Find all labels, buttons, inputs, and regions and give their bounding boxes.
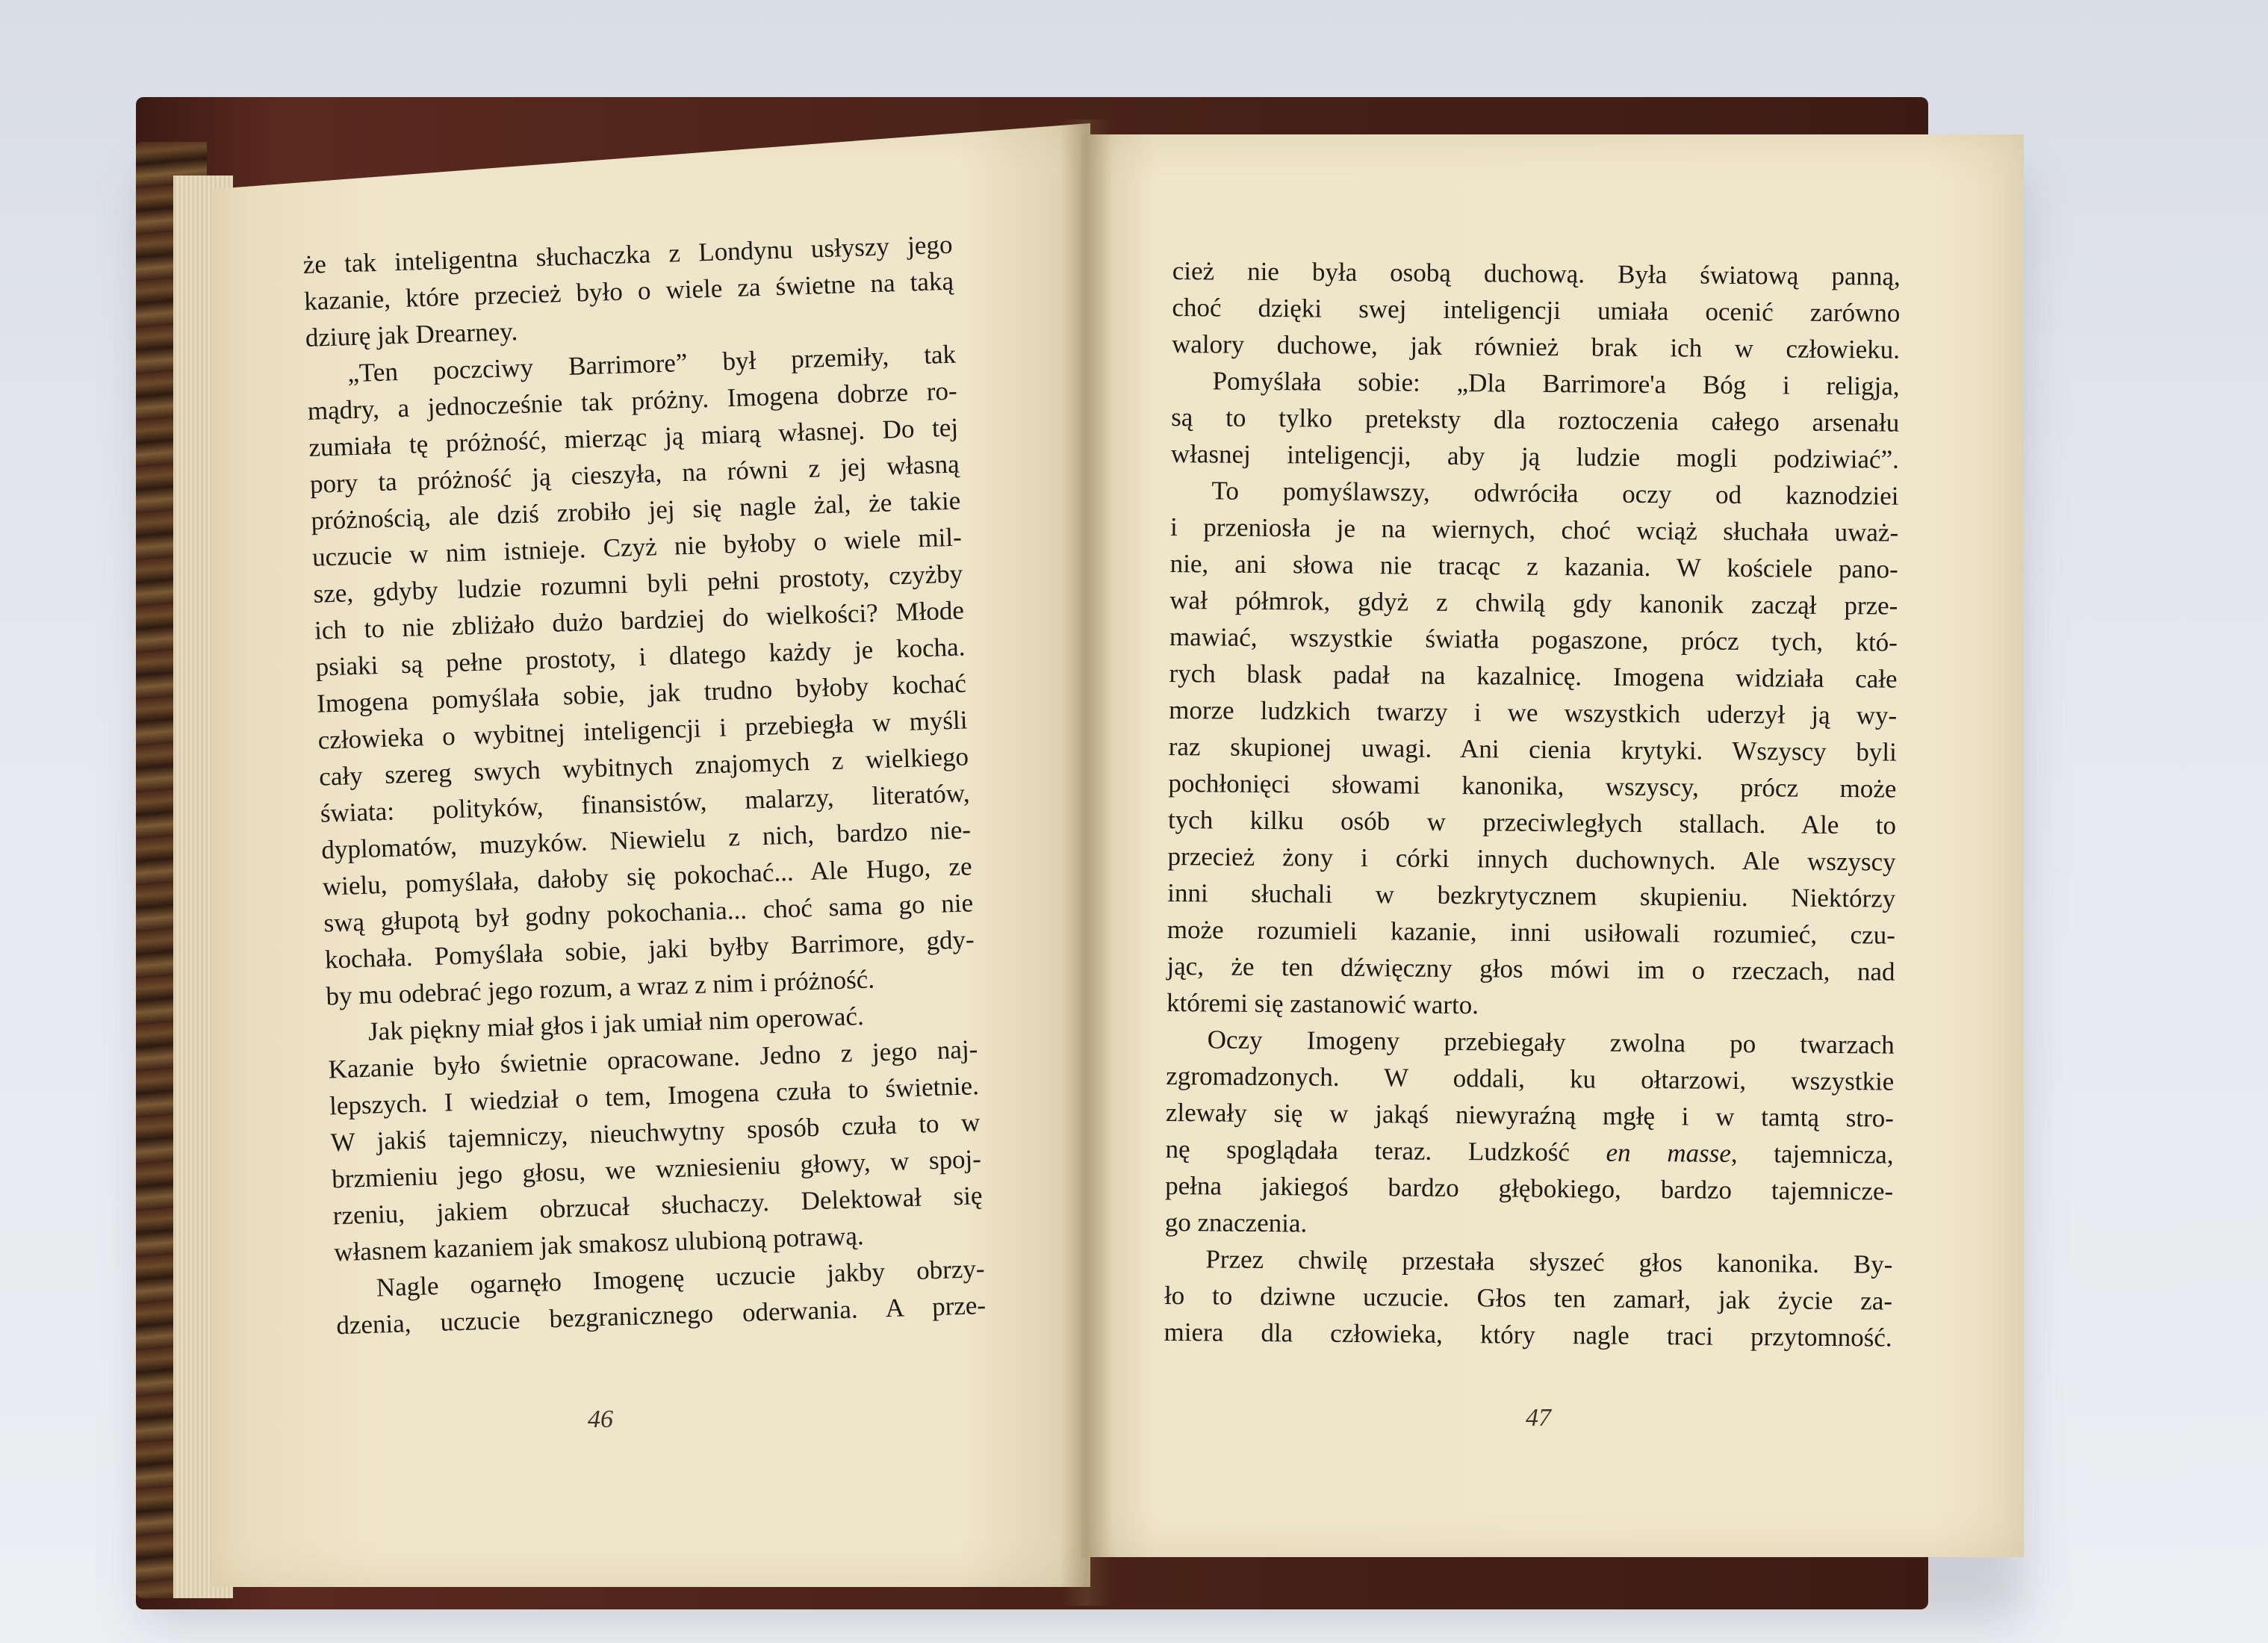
text-line: morze ludzkich twarzy i we wszystkich uderzył ją wy- (1169, 695, 1898, 730)
text-line: może rozumieli kazanie, inni usiłowali rozumieć, czu- (1166, 914, 1896, 950)
text-line: dziurę jak Drearney. (305, 317, 518, 352)
text-line: własnem kazaniem jak smakosz ulubioną potrawą. (333, 1221, 865, 1267)
text-line: raz skupionej uwagi. Ani cienia krytyki. Wszyscy byli (1168, 731, 1897, 767)
text-line: by mu odebrać jego rozum, a wraz z nim i próżność. (325, 964, 875, 1011)
text-line: rzeniu, jakiem obrzucał słuchaczy. Delektował się (332, 1181, 983, 1231)
text-line: rych blask padał na kazalnicę. Imogena widziała całe (1169, 658, 1898, 694)
text-line: są to tylko preteksty dla roztoczenia całego arsenału (1171, 402, 1900, 438)
text-line: Oczy Imogeny przebiegały zwolna po twarzach (1207, 1025, 1895, 1060)
text-line: cały szereg swych wybitnych znajomych z wielkiego (318, 742, 969, 792)
text-line: Imogena pomyślała sobie, jak trudno byłoby kochać (316, 668, 967, 718)
text-line: jąc, że ten dźwięczny głos mówi im o rzeczach, nad (1166, 951, 1895, 987)
text-line: mawiać, wszystkie światła pogaszone, prócz tych, któ- (1169, 621, 1898, 657)
text-line: ło to dziwne uczucie. Głos ten zamarł, jak życie za- (1163, 1280, 1893, 1316)
text-line: choć dzięki swej inteligencji umiała ocenić zarówno (1172, 292, 1901, 328)
text-line: go znaczenia. (1164, 1207, 1308, 1238)
text-line: Kazanie było świetnie opracowane. Jedno z jego naj- (328, 1034, 978, 1084)
text-line: Jak piękny miał głos i jak umiał nim operować. (367, 1001, 865, 1046)
text-line: brzmieniu jego głosu, we wzniesieniu głowy, w spoj- (331, 1144, 982, 1194)
text-line: sze, gdyby ludzie rozumni byli pełni prostoty, czyżby (313, 559, 963, 609)
right-page-text (1163, 252, 1901, 1356)
text-line: „Ten poczciwy Barrimore” był przemiły, tak (347, 339, 957, 388)
text-line: To pomyślawszy, odwróciła oczy od kaznodziei (1211, 476, 1899, 511)
text-line: i przeniosła je na wiernych, choć wciąż słuchała uważ- (1169, 512, 1899, 547)
text-line: uczucie w nim istnieje. Czyż nie byłoby o wiele mil- (311, 522, 963, 572)
left-page-text (302, 226, 987, 1344)
text-line: dzenia, uczucie bezgranicznego oderwania. A prze- (335, 1290, 987, 1341)
text-line: lepszych. I wiedział o tem, Imogena czuła to świetnie. (329, 1071, 980, 1121)
text-segment: , tajemnicza, (1730, 1138, 1894, 1170)
text-line: nie, ani słowa nie tracąc z kazania. W kościele pano- (1169, 548, 1898, 584)
book-gutter (1060, 119, 1113, 1606)
text-line: inni słuchali w bezkrytycznem skupieniu. Niektórzy (1167, 878, 1896, 913)
text-line: Przez chwilę przestała słyszeć głos kanonika. By- (1205, 1244, 1893, 1279)
text-line: próżnością, ale dziś zrobiło jej się nagle żal, że takie (310, 485, 961, 535)
text-line: wał półmrok, gdyż z chwilą gdy kanonik zaczął prze- (1169, 585, 1898, 621)
text-segment: nę spoglądała teraz. Ludzkość (1165, 1134, 1570, 1167)
text-line: pełna jakiegoś bardzo głębokiego, bardzo tajemnicze- (1165, 1170, 1894, 1206)
page-number-left: 46 (588, 1406, 613, 1433)
text-line-mixed (1165, 1131, 1893, 1173)
page-number-right: 47 (1526, 1404, 1551, 1432)
text-line: psiaki są pełne prostoty, i dlatego każdy je kocha. (315, 632, 966, 682)
text-line: któremi się zastanowić warto. (1166, 987, 1479, 1020)
text-line: człowieka o wybitnej inteligencji i przebiegła w myśli (317, 705, 968, 755)
text-line: Pomyślała sobie: „Dla Barrimore'a Bóg i religja, (1212, 366, 1900, 401)
text-line: Nagle ogarnęło Imogenę uczucie jakby obrzy- (376, 1253, 986, 1302)
italic-phrase: en masse (1606, 1137, 1731, 1168)
text-line: mądry, a jednocześnie tak próżny. Imogena dobrze ro- (307, 376, 958, 426)
text-line: W jakiś tajemniczy, nieuchwytny sposób czuła to w (330, 1108, 981, 1158)
text-line: dyplomatów, muzyków. Niewielu z nich, bardzo nie- (320, 815, 972, 865)
text-line: ich to nie zbliżało dużo bardziej do wielkości? Młode (314, 595, 965, 645)
text-line: kazanie, które przecież było o wiele za świetne na taką (303, 266, 954, 316)
text-line: przecież żony i córki innych duchownych. Ale wszyscy (1167, 841, 1896, 877)
text-line: własnej inteligencji, aby ją ludzie mogli podziwiać”. (1170, 438, 1900, 474)
text-line: świata: polityków, finansistów, malarzy, literatów, (320, 778, 971, 828)
text-line: tych kilku osób w przeciwległych stallach. Ale to (1167, 804, 1897, 840)
text-line: zgromadzonych. W oddali, ku ołtarzowi, wszystkie (1166, 1060, 1895, 1096)
text-line: miera dla człowieka, który nagle traci przytomność. (1163, 1317, 1892, 1352)
text-line: że tak inteligentna słuchaczka z Londynu usłyszy jego (302, 229, 953, 279)
text-line: pochłonięci słowami kanonika, wszyscy, prócz może (1168, 768, 1897, 804)
text-line: wielu, pomyślała, dałoby się pokochać... Ale Hugo, ze (322, 851, 973, 901)
text-line: zlewały się w jakąś niewyraźną mgłę i w tamtą stro- (1165, 1097, 1895, 1133)
text-line: walory duchowe, jak również brak ich w człowieku. (1171, 329, 1901, 364)
text-line: kochała. Pomyślała sobie, jaki byłby Barrimore, gdy- (324, 925, 975, 975)
text-line: cież nie była osobą duchową. Była światową panną, (1172, 255, 1901, 291)
text-line: zumiała tę próżność, mierząc ją miarą własnej. Do tej (308, 412, 959, 462)
text-line: swą głupotą był godny pokochania... choć sama go nie (323, 888, 974, 938)
text-line: pory ta próżność ją cieszyła, na równi z jej własną (309, 449, 960, 499)
